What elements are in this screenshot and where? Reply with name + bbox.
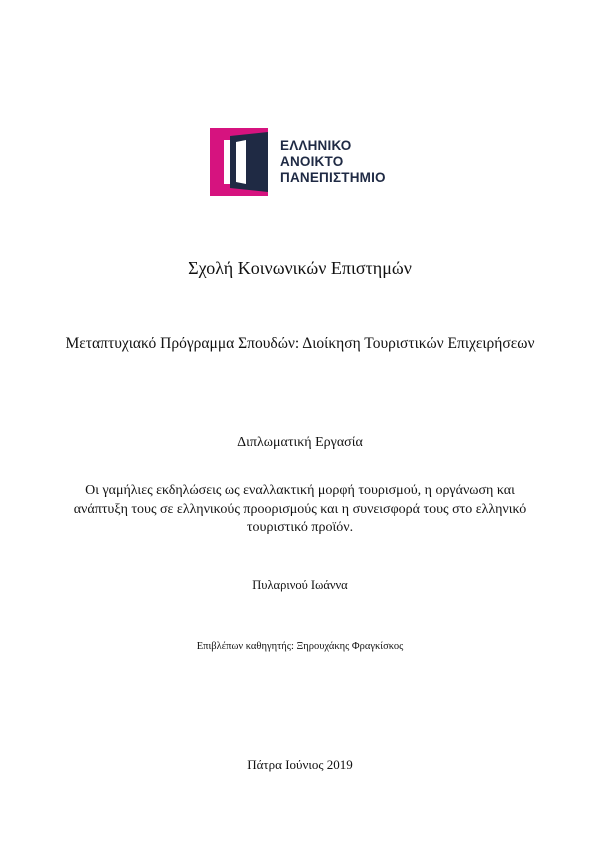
university-logo-mark [208,126,270,198]
program-name: Μεταπτυχιακό Πρόγραμμα Σπουδών: Διοίκηση Τουριστικών Επιχειρήσεων [65,335,535,352]
thesis-title: Οι γαμήλιες εκδηλώσεις ως εναλλακτική μορφή τουρισμού, η οργάνωση και ανάπτυξη τους σε ελληνικούς προορισμούς και η συνεισφορά τους στο ελληνικό τουριστικό προϊόν. [73,483,527,535]
logo-line-2: ΑΝΟΙΚΤΟ [280,154,344,169]
place-date: Πάτρα Ιούνιος 2019 [247,757,353,772]
logo-line-3: ΠΑΝΕΠΙΣΤΗΜΙΟ [280,170,386,185]
university-logo-text [280,138,386,186]
author-name: Πυλαρινού Ιωάννα [252,578,348,592]
supervisor: Επιβλέπων καθηγητής: Ξηρουχάκης Φραγκίσκος [196,641,404,652]
logo-line-1: ΕΛΛΗΝΙΚΟ [280,138,352,153]
school-name: Σχολή Κοινωνικών Επιστημών [188,258,412,278]
university-logo [208,126,398,198]
thesis-type: Διπλωματική Εργασία [237,435,363,450]
